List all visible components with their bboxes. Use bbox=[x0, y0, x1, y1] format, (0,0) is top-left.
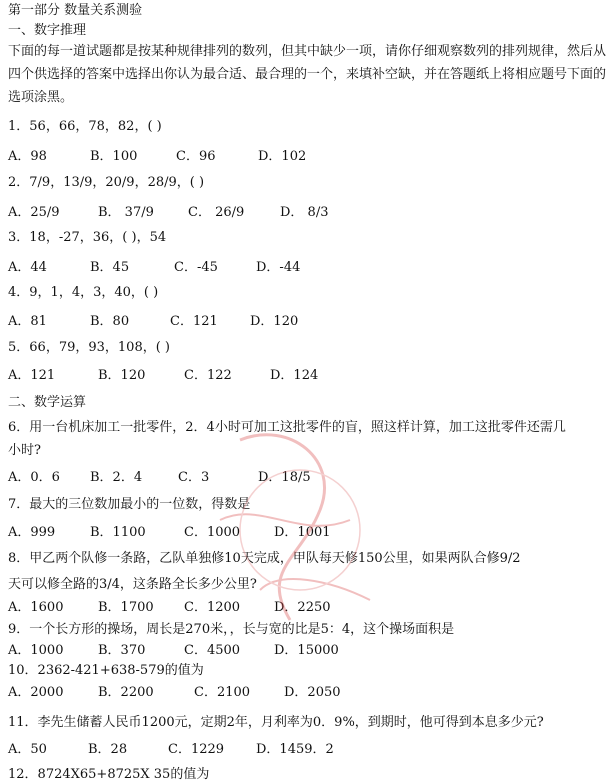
question-8-continued: 天可以修全路的3/4，这条路全长多少公里? bbox=[8, 577, 257, 592]
option-a: A．44 bbox=[8, 260, 47, 275]
option-d: D． 8/3 bbox=[280, 205, 329, 220]
question-9: 9．一个长方形的操场，周长是270米，，长与宽的比是5：4，这个操场面积是 bbox=[8, 622, 455, 637]
option-d: D．120 bbox=[250, 314, 299, 329]
question-6-continued: 小时? bbox=[8, 443, 41, 458]
section-title-math-operations: 二、数学运算 bbox=[8, 395, 87, 410]
option-d: D．2050 bbox=[284, 685, 341, 700]
option-b: B． 37/9 bbox=[98, 205, 154, 220]
question-4: 4．9，1，4，3，40，( ) bbox=[8, 285, 159, 300]
question-10: 10．2362-421+638-579的值为 bbox=[8, 663, 204, 678]
section-title-number-reasoning: 一、数字推理 bbox=[8, 23, 87, 38]
section-instructions: 下面的每一道试题都是按某种规律排列的数列，但其中缺少一项，请你仔细观察数列的排列规律，然后从四个供选择的答案中选择出你认为最合适、最合理的一个，来填补空缺，并在答题纸上将相应题号下面的选项涂黑。 bbox=[8, 44, 607, 105]
option-b: B．100 bbox=[90, 149, 138, 164]
option-b: B．80 bbox=[90, 314, 130, 329]
option-a: A．2000 bbox=[8, 685, 64, 700]
question-8: 8．甲乙两个队修一条路，乙队单独修10天完成，甲队每天修150公里，如果两队合修9/2 bbox=[8, 551, 521, 566]
question-2: 2．7/9，13/9，20/9，28/9，( ) bbox=[8, 175, 205, 190]
option-c: C．-45 bbox=[174, 260, 218, 275]
option-c: C．1229 bbox=[168, 742, 225, 757]
option-a: A．1000 bbox=[8, 643, 64, 658]
option-c: C．122 bbox=[184, 368, 232, 383]
option-c: C． 26/9 bbox=[188, 205, 245, 220]
option-b: B．45 bbox=[90, 260, 130, 275]
option-a: A．999 bbox=[8, 525, 56, 540]
option-a: A．50 bbox=[8, 742, 47, 757]
question-1: 1．56，66，78，82，( ) bbox=[8, 119, 162, 134]
option-b: B．1700 bbox=[98, 600, 154, 615]
option-c: C．1000 bbox=[184, 525, 241, 540]
question-5: 5．66，79，93，108，( ) bbox=[8, 340, 170, 355]
question-3: 3．18，-27，36，( )，54 bbox=[8, 230, 167, 245]
option-c: C．4500 bbox=[184, 643, 241, 658]
option-d: D．102 bbox=[258, 149, 307, 164]
option-d: D．15000 bbox=[274, 643, 339, 658]
option-a: A．81 bbox=[8, 314, 47, 329]
option-a: A．0．6 bbox=[8, 470, 60, 485]
option-c: C．96 bbox=[176, 149, 216, 164]
option-b: B．2200 bbox=[98, 685, 154, 700]
option-d: D．-44 bbox=[256, 260, 301, 275]
option-b: B．1100 bbox=[90, 525, 146, 540]
option-d: D．2250 bbox=[274, 600, 331, 615]
option-d: D．1001 bbox=[274, 525, 331, 540]
option-b: B．120 bbox=[98, 368, 146, 383]
option-c: C．2100 bbox=[194, 685, 251, 700]
part-title: 第一部分 数量关系测验 bbox=[8, 3, 143, 18]
option-d: D．124 bbox=[270, 368, 319, 383]
option-b: B．2．4 bbox=[90, 470, 143, 485]
option-a: A．25/9 bbox=[8, 205, 60, 220]
option-d: D．18/5 bbox=[258, 470, 311, 485]
question-11: 11．李先生储蓄人民币1200元，定期2年，月利率为0．9%，到期时，他可得到本息多少元? bbox=[8, 715, 544, 730]
option-c: C．121 bbox=[170, 314, 218, 329]
option-a: A．1600 bbox=[8, 600, 64, 615]
option-a: A．98 bbox=[8, 149, 47, 164]
option-c: C．3 bbox=[178, 470, 210, 485]
option-c: C．1200 bbox=[184, 600, 241, 615]
question-7: 7．最大的三位数加最小的一位数，得数是 bbox=[8, 497, 251, 512]
option-a: A．121 bbox=[8, 368, 56, 383]
question-12: 12．8724X65+8725X 35的值为 bbox=[8, 767, 210, 782]
question-6: 6．用一台机床加工一批零件，2．4小时可加工这批零件的盲，照这样计算，加工这批零件还需几 bbox=[8, 420, 566, 435]
option-b: B．28 bbox=[88, 742, 128, 757]
option-b: B．370 bbox=[98, 643, 146, 658]
option-d: D．1459．2 bbox=[256, 742, 334, 757]
